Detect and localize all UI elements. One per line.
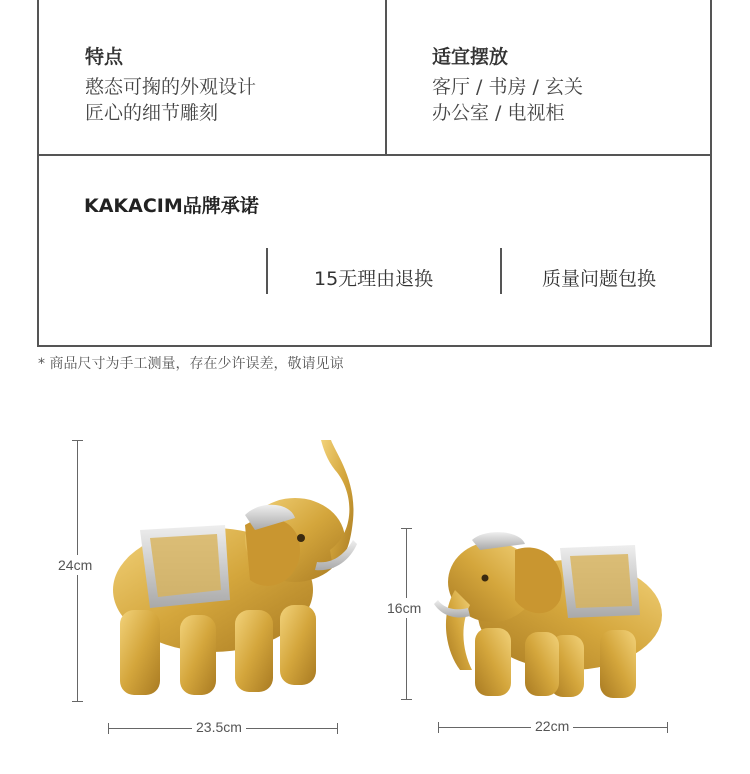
placement-line-1: 客厅 / 书房 / 玄关	[432, 76, 583, 98]
gold-elephant-figurine-large	[95, 430, 365, 705]
width-ruler-1-cap-left	[108, 723, 109, 734]
height-ruler-2-cap-top	[401, 528, 412, 529]
brand-promise-title: KAKACIM品牌承诺	[84, 195, 259, 217]
width-ruler-2-cap-left	[438, 722, 439, 733]
height-ruler-1-cap-bottom	[72, 701, 83, 702]
features-title: 特点	[85, 46, 124, 68]
width-ruler-1-cap-right	[337, 723, 338, 734]
features-line-2: 匠心的细节雕刻	[85, 102, 219, 124]
height-ruler-2-cap-bottom	[401, 699, 412, 700]
brand-promise-box	[37, 154, 712, 347]
measurement-note: * 商品尺寸为手工测量，存在少许误差，敬请见谅	[38, 356, 344, 372]
table-divider	[385, 0, 387, 156]
promise-exchange: 质量问题包换	[542, 268, 657, 290]
height-label-1: 24cm	[58, 557, 93, 573]
height-label-2: 16cm	[387, 600, 422, 616]
placement-title: 适宜摆放	[432, 46, 509, 68]
features-line-1: 憨态可掬的外观设计	[85, 76, 257, 98]
width-ruler-2-cap-right	[667, 722, 668, 733]
placement-line-2: 办公室 / 电视柜	[432, 102, 565, 124]
promise-divider-1	[266, 248, 268, 294]
width-label-1: 23.5cm	[192, 719, 246, 735]
height-ruler-1-cap-top	[72, 440, 83, 441]
promise-divider-2	[500, 248, 502, 294]
gold-elephant-figurine-small	[430, 520, 675, 705]
promise-return: 15无理由退换	[314, 268, 434, 290]
width-label-2: 22cm	[531, 718, 573, 734]
